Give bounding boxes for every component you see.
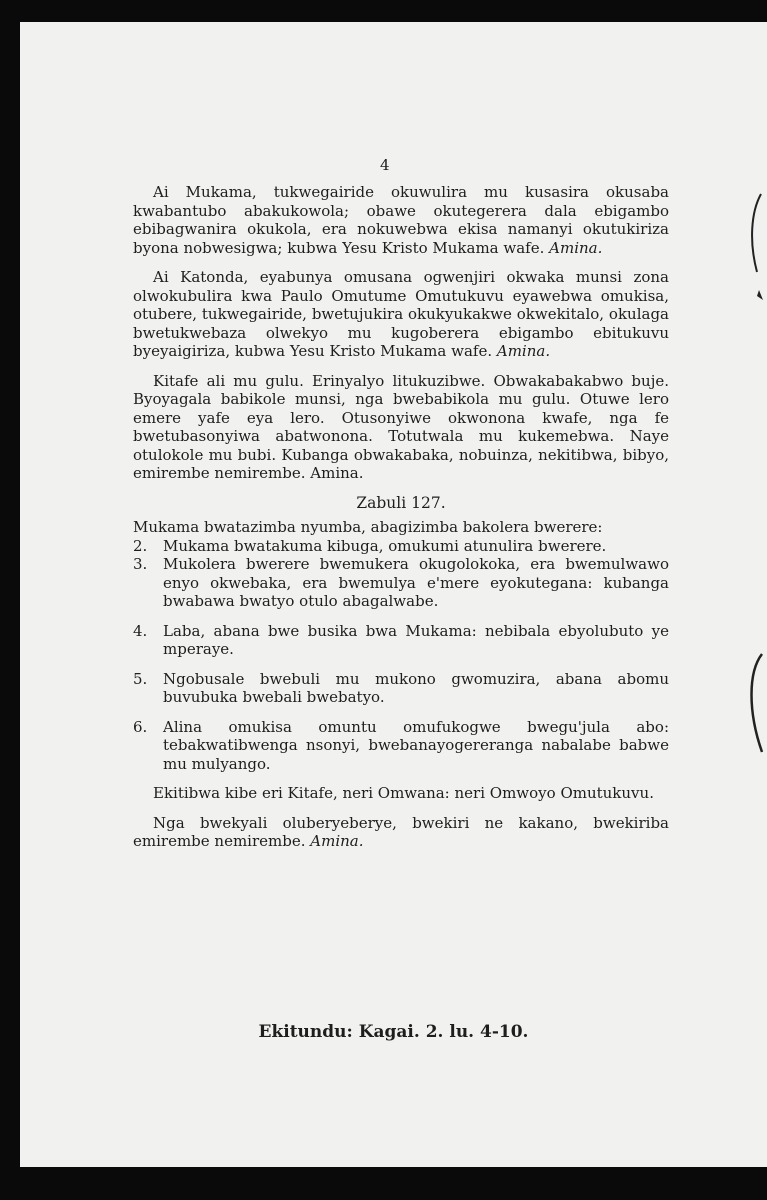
doxology-paragraph: Ekitibwa kibe eri Kitafe, neri Omwana: neri Omwoyo Omutukuvu.: [153, 784, 654, 802]
amen-word: Amina.: [549, 238, 603, 257]
page-number: 4: [380, 156, 390, 174]
verse-text: Alina omukisa omuntu omufukogwe bwegu'jula abo: tebakwatibwenga nsonyi, bwebanayogereranga nabalabe babwe mu mulyango.: [163, 717, 669, 773]
binding-mark-top: [745, 192, 767, 312]
body-text: [133, 183, 669, 862]
verse-number: 5.: [133, 669, 148, 688]
verse-number: 4.: [133, 621, 148, 640]
document-page: [20, 22, 767, 1167]
psalm-verse: [133, 622, 669, 659]
prayer-paragraph: Ai Mukama, tukwegairide okuwulira mu kusasira okusaba kwabantubo abakukowola; obawe okutegerera dala ebigambo ebibagwanira okukola, era nokuwebwa ekisa namanyi okutukiriza byona nobwesigwa; kubwa Yesu Kristo Mukama wafe. Amina.: [133, 183, 669, 257]
verse-number: 3.: [133, 555, 148, 573]
verse-text: Laba, abana bwe busika bwa Mukama: nebibala ebyolubuto ye mperaye.: [163, 621, 669, 658]
psalm-heading: Zabuli 127.: [356, 493, 446, 512]
psalm-verse: [133, 555, 669, 611]
psalm-verse: [133, 670, 669, 707]
psalm-first-line: Mukama bwatazimba nyumba, abagizimba bakolera bwerere:: [133, 518, 603, 536]
verse-text: Ngobusale bwebuli mu mukono gwomuzira, abana abomu buvubuka bwebali bwebatyo.: [163, 669, 669, 706]
verse-number: 6.: [133, 717, 148, 736]
binding-mark-bottom: [742, 652, 767, 762]
psalm-verse: [133, 537, 669, 556]
prayer-paragraph: Ai Katonda, eyabunya omusana ogwenjiri okwaka munsi zona olwokubulira kwa Paulo Omutume Omutukuvu eyawebwa omukisa, otubere, tukwegairide, bwetujukira okukyukakwe okwekitalo, okulaga bwetukwebaza olwekyo mu kugoberera ebigambo ebitukuvu byeyaigiriza, kubwa Yesu Kristo Mukama wafe. Amina.: [133, 268, 669, 360]
doxology-paragraph: Nga bwekyali oluberyeberye, bwekiri ne kakano, bwekiriba emirembe nemirembe. Amina.: [133, 813, 669, 850]
lesson-reference: Ekitundu: Kagai. 2. lu. 4-10.: [258, 1022, 529, 1042]
amen-word: Amina.: [310, 832, 364, 850]
psalm-verse: [133, 718, 669, 774]
verse-text: Mukolera bwerere bwemukera okugolokoka, era bwemulwawo enyo okwebaka, era bwemulya e'mere eyokutegana: kubanga bwabawa bwatyo otulo abagalwabe.: [163, 555, 669, 610]
amen-word: Amina.: [496, 342, 551, 360]
verse-text: Mukama bwatakuma kibuga, omukumi atunulira bwerere.: [163, 536, 607, 555]
lords-prayer-paragraph: Kitafe ali mu gulu. Erinyalyo litukuzibwe. Obwakabakabwo buje. Byoyagala babikole munsi, nga bwebabikola mu gulu. Otuwe lero emere yafe eya lero. Otusonyiwe okwonona kwafe, nga fe bwetubasonyiwa abatwonona. Totutwala mu kukemebwa. Naye otulokole mu bubi. Kubanga obwakabaka, nobuinza, nekitibwa, bibyo, emirembe nemirembe. Amina.: [133, 371, 669, 482]
verse-number: 2.: [133, 536, 148, 555]
